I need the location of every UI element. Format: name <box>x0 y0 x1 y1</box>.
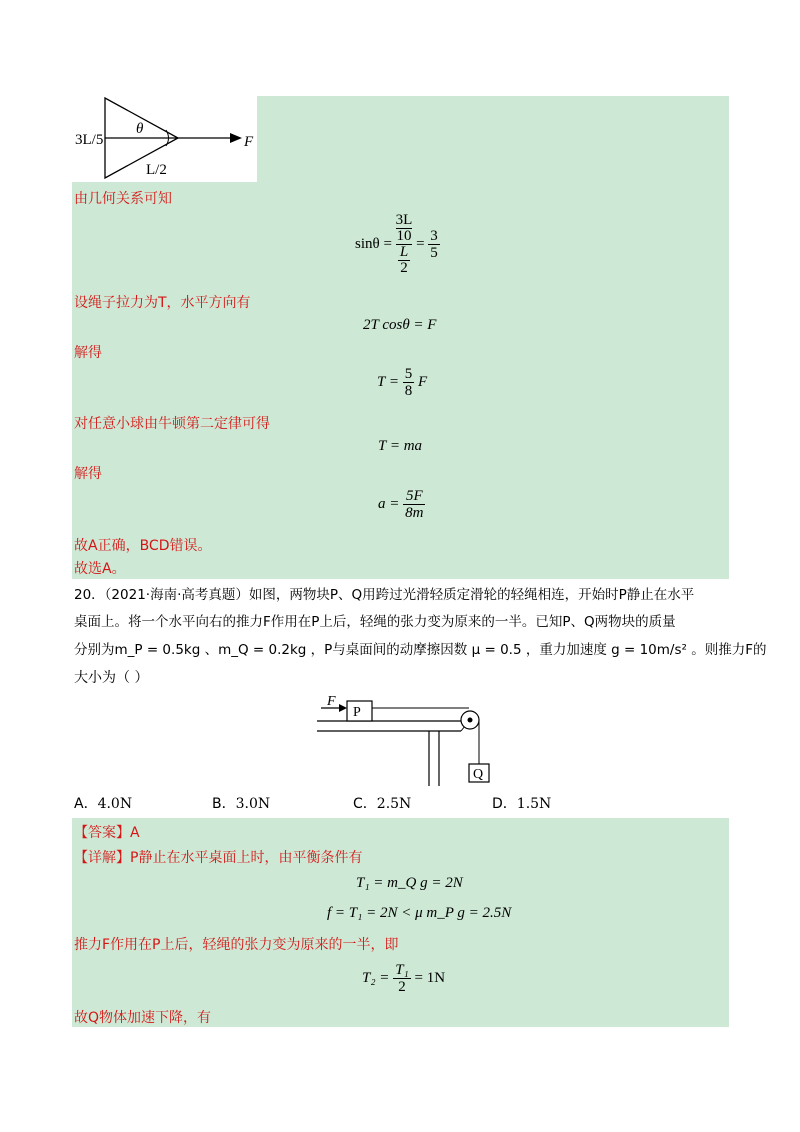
label-l-half: L/2 <box>146 162 167 178</box>
sin-value-fraction: $\frac{3}{5}$ <box>430 228 438 261</box>
sin-equation: sinθ = 3L 10 L 2 = $\frac{3}{5}$ <box>355 212 438 276</box>
pulley-figure <box>309 694 493 788</box>
block-q-label: Q <box>473 767 484 782</box>
push-intro: 推力F作用在P上后，轻绳的张力变为原来的一半，即 <box>74 937 399 953</box>
label-force-f: F <box>244 134 254 150</box>
last-line: 故Q物体加速下降，有 <box>74 1010 212 1026</box>
sin-compound-fraction: 3L 10 L 2 <box>395 212 413 276</box>
option-a[interactable]: A．4.0N <box>74 796 133 812</box>
question-line-4: 大小为（ ） <box>74 670 149 686</box>
newton-intro: 对任意小球由牛顿第二定律可得 <box>74 416 270 432</box>
conclusion: 故A正确，BCD错误。 <box>74 538 212 554</box>
question-line-1: 20．（2021·海南·高考真题）如图，两物块P、Q用跨过光滑轻质定滑轮的轻绳相连，开始时P静止在水平 <box>74 587 695 603</box>
sin-lhs: sinθ = <box>355 235 392 252</box>
equation-friction: f = T₁ = 2N < μ m_P g = 2.5N <box>327 905 512 921</box>
solve-label-2: 解得 <box>74 466 102 482</box>
option-d[interactable]: D．1.5N <box>492 796 552 812</box>
highlight-block-top <box>257 96 729 182</box>
geom-intro: 由几何关系可知 <box>74 191 172 207</box>
newton-equation: T = ma <box>378 438 423 454</box>
a-equation: a = $\frac{5F}{8m}$ <box>378 488 424 521</box>
label-three-l-five: 3L/5 <box>75 132 104 148</box>
option-c[interactable]: C．2.5N <box>353 796 412 812</box>
equation-t1: T₁ = m_Q g = 2N <box>356 875 463 891</box>
equation-t2: T₂ = $\frac{\text{T₁}}{2}$ = 1N <box>362 962 446 995</box>
t-equation: T = $\frac{5}{8}$ F <box>377 366 428 399</box>
block-p-label: P <box>353 705 361 720</box>
label-theta: θ <box>136 121 144 137</box>
question-line-2: 桌面上。将一个水平向右的推力F作用在P上后，轻绳的张力变为原来的一半。已知P、Q两物块的质量 <box>74 614 676 630</box>
detail-intro: 【详解】P静止在水平桌面上时，由平衡条件有 <box>74 850 363 866</box>
tension-intro: 设绳子拉力为T，水平方向有 <box>74 295 251 311</box>
option-b[interactable]: B．3.0N <box>212 796 271 812</box>
choice: 故选A。 <box>74 561 126 577</box>
tension-equation: 2T cosθ = F <box>363 317 437 333</box>
push-force-label: F <box>327 694 336 709</box>
solve-label-1: 解得 <box>74 345 102 361</box>
question-line-3: 分别为m_P = 0.5kg 、m_Q = 0.2kg ，P与桌面间的动摩擦因数 μ = 0.5 ，重力加速度 g = 10m/s² 。则推力F的 <box>74 642 767 658</box>
triangle-figure <box>72 96 257 182</box>
answer-line: 【答案】A <box>74 825 140 841</box>
